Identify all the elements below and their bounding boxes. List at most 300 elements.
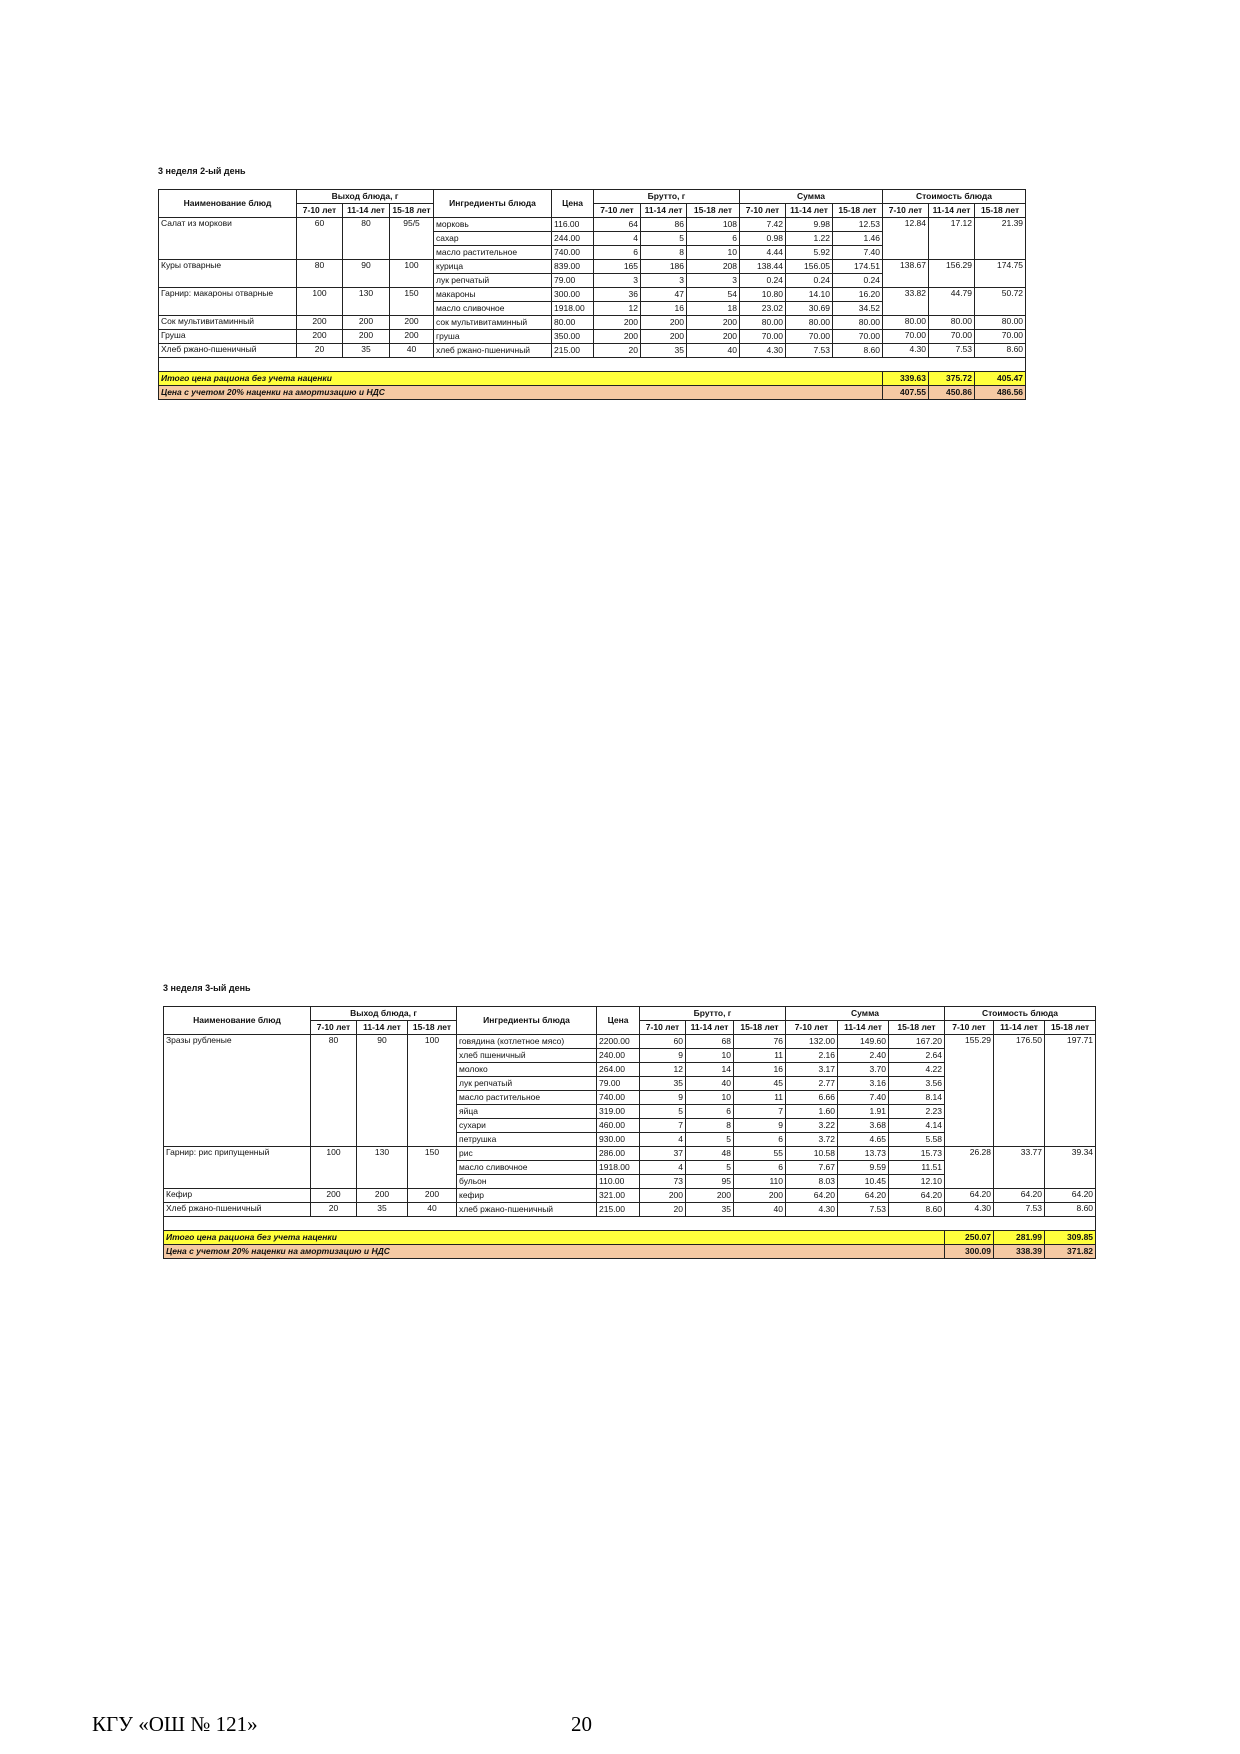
- ingredient-brutto: 9: [734, 1119, 786, 1133]
- ingredient-sum: 8.60: [833, 344, 883, 358]
- dish-yield: 35: [343, 344, 390, 358]
- dish-cost: 12.84: [883, 218, 929, 260]
- dish-cost: 64.20: [1045, 1189, 1096, 1203]
- ingredient-brutto: 64: [594, 218, 641, 232]
- dish-yield: 20: [311, 1203, 357, 1217]
- ingredient-brutto: 20: [594, 344, 641, 358]
- ingredient-brutto: 7: [640, 1119, 686, 1133]
- ingredient-brutto: 200: [686, 1189, 734, 1203]
- ingredient-brutto: 6: [687, 232, 740, 246]
- ingredient-sum: 5.92: [786, 246, 833, 260]
- ingredient-sum: 4.65: [838, 1133, 889, 1147]
- ingredient-sum: 6.66: [786, 1091, 838, 1105]
- ingredient-sum: 10.58: [786, 1147, 838, 1161]
- markup-row-value: 338.39: [994, 1245, 1045, 1259]
- ingredient-brutto: 54: [687, 288, 740, 302]
- total-row-label: Итого цена рациона без учета наценки: [164, 1231, 945, 1245]
- ingredient-brutto: 4: [594, 232, 641, 246]
- ingredient-sum: 30.69: [786, 302, 833, 316]
- age-header: 11-14 лет: [357, 1021, 408, 1035]
- ingredient-sum: 3.56: [889, 1077, 945, 1091]
- header-brutto: Брутто, г: [594, 190, 740, 204]
- ingredient-brutto: 3: [687, 274, 740, 288]
- ingredient-name: морковь: [434, 218, 552, 232]
- dish-yield: 150: [408, 1147, 457, 1189]
- table-row: [159, 316, 1026, 330]
- total-row-value: 309.85: [1045, 1231, 1096, 1245]
- ingredient-sum: 2.40: [838, 1049, 889, 1063]
- dish-cost: 80.00: [883, 316, 929, 330]
- spacer-row: [164, 1217, 1096, 1231]
- ingredient-name: хлеб пшеничный: [457, 1049, 597, 1063]
- ingredient-price: 240.00: [597, 1049, 640, 1063]
- ingredient-brutto: 86: [641, 218, 687, 232]
- dish-cost: 138.67: [883, 260, 929, 288]
- ingredient-sum: 11.51: [889, 1161, 945, 1175]
- ingredient-brutto: 40: [734, 1203, 786, 1217]
- ingredient-price: 2200.00: [597, 1035, 640, 1049]
- ingredient-brutto: 60: [640, 1035, 686, 1049]
- dish-cost: 80.00: [929, 316, 975, 330]
- ingredient-name: рис: [457, 1147, 597, 1161]
- ingredient-price: 79.00: [597, 1077, 640, 1091]
- ingredient-name: сок мультивитаминный: [434, 316, 552, 330]
- ingredient-price: 839.00: [552, 260, 594, 274]
- ingredient-brutto: 40: [686, 1077, 734, 1091]
- block-title: 3 неделя 2-ый день: [158, 166, 246, 176]
- ingredient-sum: 0.24: [786, 274, 833, 288]
- dish-yield: 95/5: [390, 218, 434, 260]
- ingredient-brutto: 6: [734, 1161, 786, 1175]
- dish-name: Салат из моркови: [159, 218, 297, 260]
- dish-yield: 200: [343, 330, 390, 344]
- ingredient-brutto: 200: [641, 330, 687, 344]
- markup-row-label: Цена с учетом 20% наценки на амортизацию и НДС: [159, 386, 883, 400]
- table-row: [164, 1189, 1096, 1203]
- ingredient-sum: 138.44: [740, 260, 786, 274]
- ingredient-sum: 34.52: [833, 302, 883, 316]
- age-header: 11-14 лет: [343, 204, 390, 218]
- ingredient-brutto: 18: [687, 302, 740, 316]
- dish-cost: 39.34: [1045, 1147, 1096, 1189]
- age-header: 11-14 лет: [994, 1021, 1045, 1035]
- ingredient-price: 244.00: [552, 232, 594, 246]
- age-header: 7-10 лет: [594, 204, 641, 218]
- table-row: [159, 330, 1026, 344]
- dish-yield: 90: [357, 1035, 408, 1147]
- ingredient-sum: 7.40: [838, 1091, 889, 1105]
- ingredient-sum: 70.00: [833, 330, 883, 344]
- ingredient-brutto: 110: [734, 1175, 786, 1189]
- table-row: [159, 288, 1026, 302]
- table-row: [159, 260, 1026, 274]
- ingredient-brutto: 186: [641, 260, 687, 274]
- ingredient-sum: 12.10: [889, 1175, 945, 1189]
- ingredient-sum: 2.77: [786, 1077, 838, 1091]
- ingredient-brutto: 200: [594, 316, 641, 330]
- dish-name: Хлеб ржано-пшеничный: [159, 344, 297, 358]
- menu-block-day-2: [158, 166, 1026, 400]
- ingredient-brutto: 208: [687, 260, 740, 274]
- dish-name: Кефир: [164, 1189, 311, 1203]
- dish-yield: 100: [408, 1035, 457, 1147]
- age-header: 15-18 лет: [734, 1021, 786, 1035]
- ingredient-sum: 4.44: [740, 246, 786, 260]
- table-row: [164, 1147, 1096, 1161]
- ingredient-price: 1918.00: [552, 302, 594, 316]
- dish-yield: 130: [357, 1147, 408, 1189]
- ingredient-price: 215.00: [552, 344, 594, 358]
- age-header: 15-18 лет: [1045, 1021, 1096, 1035]
- age-header: 7-10 лет: [311, 1021, 357, 1035]
- dish-cost: 197.71: [1045, 1035, 1096, 1147]
- ingredient-sum: 4.30: [740, 344, 786, 358]
- total-row-value: 375.72: [929, 372, 975, 386]
- ingredient-brutto: 200: [687, 316, 740, 330]
- age-header: 11-14 лет: [929, 204, 975, 218]
- ingredient-sum: 132.00: [786, 1035, 838, 1049]
- ingredient-name: сахар: [434, 232, 552, 246]
- age-header: 15-18 лет: [889, 1021, 945, 1035]
- ingredient-price: 319.00: [597, 1105, 640, 1119]
- ingredient-name: хлеб ржано-пшеничный: [434, 344, 552, 358]
- ingredient-brutto: 8: [686, 1119, 734, 1133]
- dish-cost: 7.53: [929, 344, 975, 358]
- ingredient-brutto: 8: [641, 246, 687, 260]
- ingredient-sum: 7.40: [833, 246, 883, 260]
- ingredient-brutto: 16: [734, 1063, 786, 1077]
- header-price: Цена: [597, 1007, 640, 1035]
- ingredient-sum: 7.67: [786, 1161, 838, 1175]
- dish-yield: 200: [311, 1189, 357, 1203]
- ingredient-sum: 1.91: [838, 1105, 889, 1119]
- ingredient-brutto: 55: [734, 1147, 786, 1161]
- header-brutto: Брутто, г: [640, 1007, 786, 1021]
- ingredient-brutto: 165: [594, 260, 641, 274]
- ingredient-brutto: 10: [686, 1049, 734, 1063]
- dish-yield: 200: [357, 1189, 408, 1203]
- dish-cost: 64.20: [994, 1189, 1045, 1203]
- ingredient-sum: 3.17: [786, 1063, 838, 1077]
- header-row: [159, 190, 1026, 204]
- ingredient-sum: 5.58: [889, 1133, 945, 1147]
- ingredient-sum: 2.16: [786, 1049, 838, 1063]
- ingredient-sum: 149.60: [838, 1035, 889, 1049]
- markup-row-value: 407.55: [883, 386, 929, 400]
- dish-yield: 100: [297, 288, 343, 316]
- footer-organization: КГУ «ОШ № 121»: [92, 1712, 258, 1736]
- ingredient-sum: 8.60: [889, 1203, 945, 1217]
- markup-row-label: Цена с учетом 20% наценки на амортизацию и НДС: [164, 1245, 945, 1259]
- ingredient-name: молоко: [457, 1063, 597, 1077]
- ingredient-brutto: 5: [641, 232, 687, 246]
- ingredient-brutto: 200: [641, 316, 687, 330]
- ingredient-brutto: 3: [641, 274, 687, 288]
- ingredient-brutto: 35: [686, 1203, 734, 1217]
- ingredient-brutto: 14: [686, 1063, 734, 1077]
- spacer-row: [159, 358, 1026, 372]
- header-price: Цена: [552, 190, 594, 218]
- dish-yield: 200: [408, 1189, 457, 1203]
- ingredient-sum: 23.02: [740, 302, 786, 316]
- ingredient-sum: 0.98: [740, 232, 786, 246]
- ingredient-brutto: 20: [640, 1203, 686, 1217]
- header-ingredients: Ингредиенты блюда: [457, 1007, 597, 1035]
- header-cost: Стоимость блюда: [945, 1007, 1096, 1021]
- ingredient-sum: 64.20: [889, 1189, 945, 1203]
- ingredient-sum: 1.46: [833, 232, 883, 246]
- age-header: 7-10 лет: [883, 204, 929, 218]
- ingredient-sum: 167.20: [889, 1035, 945, 1049]
- dish-cost: 17.12: [929, 218, 975, 260]
- age-header: 11-14 лет: [786, 204, 833, 218]
- dish-yield: 20: [297, 344, 343, 358]
- ingredient-name: масло сливочное: [457, 1161, 597, 1175]
- dish-yield: 100: [311, 1147, 357, 1189]
- dish-yield: 200: [390, 316, 434, 330]
- ingredient-name: груша: [434, 330, 552, 344]
- ingredient-sum: 2.64: [889, 1049, 945, 1063]
- ingredient-brutto: 6: [594, 246, 641, 260]
- ingredient-brutto: 73: [640, 1175, 686, 1189]
- ingredient-sum: 8.03: [786, 1175, 838, 1189]
- dish-cost: 4.30: [883, 344, 929, 358]
- ingredient-brutto: 68: [686, 1035, 734, 1049]
- ingredient-name: макароны: [434, 288, 552, 302]
- ingredient-sum: 3.22: [786, 1119, 838, 1133]
- ingredient-brutto: 76: [734, 1035, 786, 1049]
- ingredient-sum: 4.22: [889, 1063, 945, 1077]
- dish-name: Хлеб ржано-пшеничный: [164, 1203, 311, 1217]
- ingredient-brutto: 10: [687, 246, 740, 260]
- header-row: [164, 1007, 1096, 1021]
- ingredient-price: 215.00: [597, 1203, 640, 1217]
- ingredient-brutto: 40: [687, 344, 740, 358]
- dish-cost: 176.50: [994, 1035, 1045, 1147]
- ingredient-sum: 3.70: [838, 1063, 889, 1077]
- ingredient-sum: 4.30: [786, 1203, 838, 1217]
- ingredient-price: 350.00: [552, 330, 594, 344]
- ingredient-price: 1918.00: [597, 1161, 640, 1175]
- ingredient-name: кефир: [457, 1189, 597, 1203]
- ingredient-brutto: 200: [640, 1189, 686, 1203]
- ingredient-sum: 9.98: [786, 218, 833, 232]
- dish-cost: 155.29: [945, 1035, 994, 1147]
- ingredient-price: 321.00: [597, 1189, 640, 1203]
- ingredient-brutto: 200: [734, 1189, 786, 1203]
- age-header: 15-18 лет: [687, 204, 740, 218]
- ingredient-sum: 0.24: [740, 274, 786, 288]
- ingredient-name: говядина (котлетное мясо): [457, 1035, 597, 1049]
- dish-name: Зразы рубленые: [164, 1035, 311, 1147]
- ingredient-sum: 70.00: [740, 330, 786, 344]
- ingredient-price: 116.00: [552, 218, 594, 232]
- ingredient-sum: 80.00: [833, 316, 883, 330]
- dish-cost: 70.00: [929, 330, 975, 344]
- dish-cost: 156.29: [929, 260, 975, 288]
- age-header: 7-10 лет: [640, 1021, 686, 1035]
- ingredient-sum: 3.68: [838, 1119, 889, 1133]
- ingredient-price: 300.00: [552, 288, 594, 302]
- ingredient-brutto: 4: [640, 1133, 686, 1147]
- markup-row: [159, 386, 1026, 400]
- ingredient-sum: 8.14: [889, 1091, 945, 1105]
- ingredient-brutto: 5: [686, 1133, 734, 1147]
- ingredient-name: сухари: [457, 1119, 597, 1133]
- markup-row-value: 371.82: [1045, 1245, 1096, 1259]
- ingredient-price: 740.00: [597, 1091, 640, 1105]
- dish-yield: 150: [390, 288, 434, 316]
- ingredient-name: масло растительное: [457, 1091, 597, 1105]
- dish-cost: 44.79: [929, 288, 975, 316]
- ingredient-brutto: 45: [734, 1077, 786, 1091]
- dish-yield: 130: [343, 288, 390, 316]
- ingredient-brutto: 12: [640, 1063, 686, 1077]
- ingredient-sum: 10.80: [740, 288, 786, 302]
- menu-table: [158, 189, 1026, 400]
- dish-yield: 200: [297, 316, 343, 330]
- spacer-cell: [164, 1217, 1096, 1231]
- ingredient-name: масло растительное: [434, 246, 552, 260]
- ingredient-price: 286.00: [597, 1147, 640, 1161]
- ingredient-brutto: 10: [686, 1091, 734, 1105]
- dish-yield: 40: [408, 1203, 457, 1217]
- age-header: 11-14 лет: [838, 1021, 889, 1035]
- ingredient-brutto: 200: [594, 330, 641, 344]
- ingredient-sum: 0.24: [833, 274, 883, 288]
- ingredient-price: 110.00: [597, 1175, 640, 1189]
- header-sum: Сумма: [786, 1007, 945, 1021]
- age-header: 7-10 лет: [297, 204, 343, 218]
- dish-yield: 200: [390, 330, 434, 344]
- ingredient-sum: 2.23: [889, 1105, 945, 1119]
- total-row-value: 405.47: [975, 372, 1026, 386]
- dish-cost: 70.00: [975, 330, 1026, 344]
- age-header: 15-18 лет: [390, 204, 434, 218]
- ingredient-sum: 70.00: [786, 330, 833, 344]
- dish-cost: 174.75: [975, 260, 1026, 288]
- ingredient-name: хлеб ржано-пшеничный: [457, 1203, 597, 1217]
- ingredient-sum: 3.16: [838, 1077, 889, 1091]
- ingredient-sum: 174.51: [833, 260, 883, 274]
- ingredient-brutto: 6: [734, 1133, 786, 1147]
- table-row: [159, 218, 1026, 232]
- dish-yield: 200: [343, 316, 390, 330]
- dish-name: Гарнир: рис припущенный: [164, 1147, 311, 1189]
- ingredient-sum: 4.14: [889, 1119, 945, 1133]
- age-header: 11-14 лет: [641, 204, 687, 218]
- total-row-label: Итого цена рациона без учета наценки: [159, 372, 883, 386]
- age-header: 15-18 лет: [833, 204, 883, 218]
- ingredient-sum: 80.00: [740, 316, 786, 330]
- dish-yield: 80: [297, 260, 343, 288]
- ingredient-brutto: 3: [594, 274, 641, 288]
- header-ingredients: Ингредиенты блюда: [434, 190, 552, 218]
- ingredient-brutto: 108: [687, 218, 740, 232]
- header-sum: Сумма: [740, 190, 883, 204]
- ingredient-price: 740.00: [552, 246, 594, 260]
- total-row: [164, 1231, 1096, 1245]
- ingredient-name: лук репчатый: [434, 274, 552, 288]
- ingredient-sum: 9.59: [838, 1161, 889, 1175]
- markup-row-value: 300.09: [945, 1245, 994, 1259]
- table-row: [159, 344, 1026, 358]
- ingredient-name: курица: [434, 260, 552, 274]
- dish-cost: 80.00: [975, 316, 1026, 330]
- dish-name: Гарнир: макароны отварные: [159, 288, 297, 316]
- ingredient-price: 79.00: [552, 274, 594, 288]
- dish-yield: 90: [343, 260, 390, 288]
- ingredient-sum: 1.22: [786, 232, 833, 246]
- dish-cost: 33.77: [994, 1147, 1045, 1189]
- dish-cost: 50.72: [975, 288, 1026, 316]
- ingredient-sum: 16.20: [833, 288, 883, 302]
- ingredient-brutto: 35: [640, 1077, 686, 1091]
- header-dish: Наименование блюд: [164, 1007, 311, 1035]
- total-row-value: 250.07: [945, 1231, 994, 1245]
- ingredient-price: 264.00: [597, 1063, 640, 1077]
- dish-yield: 80: [311, 1035, 357, 1147]
- dish-cost: 8.60: [975, 344, 1026, 358]
- ingredient-brutto: 37: [640, 1147, 686, 1161]
- dish-cost: 64.20: [945, 1189, 994, 1203]
- ingredient-sum: 7.42: [740, 218, 786, 232]
- ingredient-brutto: 36: [594, 288, 641, 302]
- ingredient-sum: 12.53: [833, 218, 883, 232]
- ingredient-brutto: 9: [640, 1049, 686, 1063]
- ingredient-brutto: 200: [687, 330, 740, 344]
- ingredient-brutto: 9: [640, 1091, 686, 1105]
- total-row: [159, 372, 1026, 386]
- dish-yield: 200: [297, 330, 343, 344]
- ingredient-sum: 13.73: [838, 1147, 889, 1161]
- table-row: [164, 1035, 1096, 1049]
- dish-cost: 21.39: [975, 218, 1026, 260]
- age-header: 11-14 лет: [686, 1021, 734, 1035]
- ingredient-price: 460.00: [597, 1119, 640, 1133]
- dish-yield: 35: [357, 1203, 408, 1217]
- ingredient-sum: 15.73: [889, 1147, 945, 1161]
- ingredient-sum: 1.60: [786, 1105, 838, 1119]
- markup-row: [164, 1245, 1096, 1259]
- ingredient-price: 930.00: [597, 1133, 640, 1147]
- dish-yield: 80: [343, 218, 390, 260]
- ingredient-brutto: 11: [734, 1091, 786, 1105]
- ingredient-brutto: 5: [686, 1161, 734, 1175]
- dish-name: Сок мультивитаминный: [159, 316, 297, 330]
- dish-cost: 8.60: [1045, 1203, 1096, 1217]
- ingredient-name: лук репчатый: [457, 1077, 597, 1091]
- dish-cost: 4.30: [945, 1203, 994, 1217]
- menu-table: [163, 1006, 1096, 1259]
- ingredient-sum: 10.45: [838, 1175, 889, 1189]
- ingredient-name: бульон: [457, 1175, 597, 1189]
- ingredient-brutto: 6: [686, 1105, 734, 1119]
- ingredient-brutto: 4: [640, 1161, 686, 1175]
- ingredient-sum: 80.00: [786, 316, 833, 330]
- age-header: 7-10 лет: [786, 1021, 838, 1035]
- ingredient-name: петрушка: [457, 1133, 597, 1147]
- markup-row-value: 486.56: [975, 386, 1026, 400]
- ingredient-brutto: 16: [641, 302, 687, 316]
- dish-cost: 70.00: [883, 330, 929, 344]
- dish-name: Груша: [159, 330, 297, 344]
- age-header: 15-18 лет: [408, 1021, 457, 1035]
- dish-cost: 33.82: [883, 288, 929, 316]
- ingredient-price: 80.00: [552, 316, 594, 330]
- ingredient-brutto: 11: [734, 1049, 786, 1063]
- header-cost: Стоимость блюда: [883, 190, 1026, 204]
